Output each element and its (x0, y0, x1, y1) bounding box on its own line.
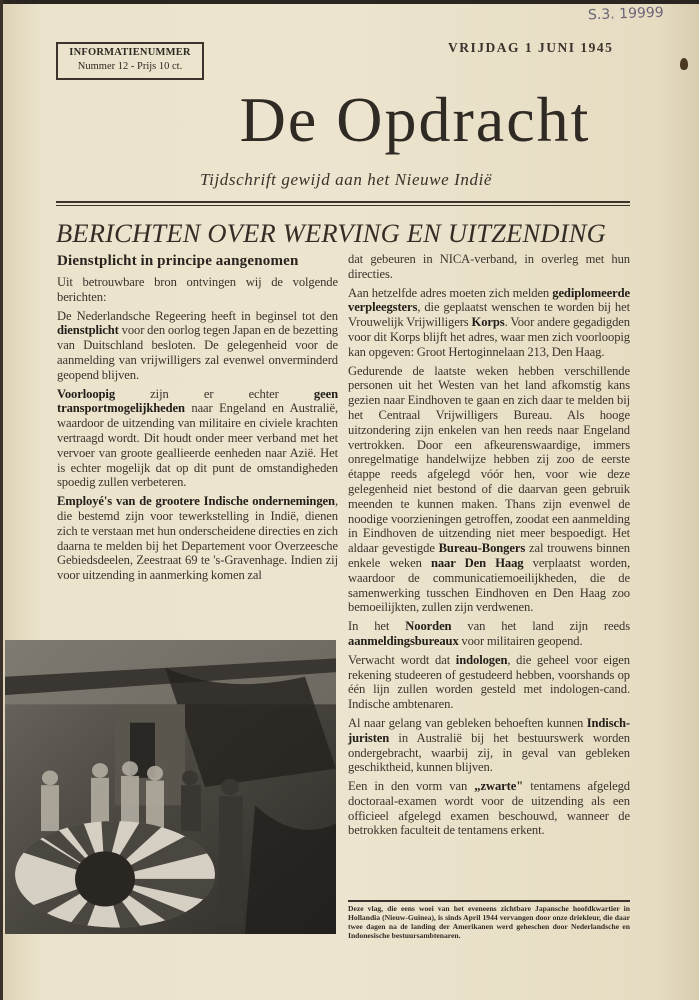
body-text: Gedurende de laatste weken hebben verschillende personen uit het Westen van het land afkomstig kans gezien naar Eindhoven te gaan en zich daar te melden bij het Centraal Vrijwilligers Bureau. Als hooge uitzondering zijn enkelen van hen reeds naar Engeland vertrokken. Door een afkeurenswaardige, immers onregelmatige handelwijze hebben zij zoo de eerste étappe reeds afgelegd vóór hen, voor wie deze gelegenheid niet bestond of die daarvan geen gebruik meenden te kunnen maken. Thans zijn evenwel de noodige voorzieningen getroffen, zoodat een aanmelding in Eindhoven de uitzending niet meer bespoedigt. Het aldaar gevestigde (348, 363, 630, 556)
body-text: in Australië bij het bestuurswerk worden ondergebracht, waarbij zij, in geval van gebleken geschiktheid, kunnen blijven. (348, 730, 630, 775)
article-paragraph (348, 364, 630, 616)
body-text: naar Engeland en Australië, waardoor de uitzending van militaire en civiele krachten vertraagd wordt. Dit houdt onder meer verband met het vervoer van groote geallieerde eenheden naar Azië. Het is echter mogelijk dat op dit punt de omstandigheden spoedig zullen verbeteren. (57, 401, 338, 490)
article-paragraph (57, 275, 338, 305)
article-headline: BERICHTEN OVER WERVING EN UITZENDING (56, 218, 606, 248)
caption-divider (348, 900, 630, 902)
article-subheading: Dienstplicht in principe aangenomen (57, 253, 299, 269)
emphasis-text: Bureau-Bongers (438, 541, 526, 556)
article-paragraph (348, 653, 630, 712)
body-text: van het land zijn reeds (451, 619, 631, 634)
divider (56, 201, 630, 203)
page-edge (0, 0, 3, 1000)
body-text: In het (348, 619, 406, 634)
body-text: verplaatst worden, waardoor de communicatiemoeilijkheden, die de samenwerking tusschen Eindhoven en Den Haag zoo bemoeilijkten, zullen zijn verdwenen. (348, 555, 631, 615)
ink-stain (680, 58, 688, 70)
divider (56, 205, 630, 206)
body-text: voor den oorlog tegen Japan en de bezetting van Duitschland besloten. De gelegenheid voor de aanmelding van vrijwilligers zal evenwel onverminderd geopend blijven. (57, 323, 338, 382)
article-paragraph (348, 252, 630, 282)
body-text: De Nederlandsche Regeering heeft in beginsel tot den (57, 308, 338, 323)
right-paragraphs (348, 252, 630, 838)
body-text: tentamens afgelegd doctoraal-examen wordt voor de uitzending als een officieel afgelegd examen beschouwd, wanneer de betrokken faculteit de tentamens erkent. (348, 779, 630, 838)
body-text: zal trouwens binnen enkele weken (348, 541, 630, 570)
emphasis-text: „zwarte" (474, 779, 524, 794)
masthead-title: De Opdracht (239, 84, 591, 155)
masthead-subtitle: Tijdschrift gewijd aan het Nieuwe Indië (200, 170, 493, 189)
page-edge (0, 0, 699, 4)
issue-info-box (56, 42, 204, 80)
emphasis-text: Employé's van de grootere Indische ondernemingen (57, 494, 335, 509)
body-text: , die geplaatst wenschen te worden bij het Vrouwelijk Vrijwilligers (348, 300, 630, 330)
emphasis-text: Voorloopig (57, 386, 116, 401)
body-text: Een in den vorm van (348, 779, 475, 794)
emphasis-text: Indisch-juristen (348, 715, 630, 745)
info-label: INFORMATIENUMMER (69, 47, 191, 58)
body-text: . Voor andere gegadigden voor dit Korps blijft het adres, waar men zich voorloopig kan opgeven: Groot Hertoginnelaan 213, Den Haag. (348, 315, 630, 359)
flag-photo (5, 640, 336, 934)
emphasis-text: geen transportmogelijkheden (57, 386, 338, 416)
body-text: zijn er echter (115, 386, 314, 401)
emphasis-text: aanmeldingsbureaux (348, 633, 459, 648)
emphasis-text: naar Den Haag (430, 555, 524, 570)
photo-caption: Deze vlag, die eens woei van het eveneens zichtbare Japansche hoofdkwartier in Hollandia (Nieuw-Guinea), is sinds April 1944 vervangen door onze driekleur, die daar twee dagen na de landing der Amerikanen werd geheschen door Nederlandsche en Indonesische bestuursambtenaren. (348, 904, 630, 940)
body-text: Uit betrouwbare bron ontvingen wij de volgende berichten: (57, 275, 338, 304)
right-column (348, 252, 630, 842)
emphasis-text: gediplomeerde verpleegsters (348, 285, 630, 315)
article-paragraph (57, 387, 338, 491)
article-paragraph (348, 286, 630, 360)
issue-date: VRIJDAG 1 JUNI 1945 (448, 40, 614, 55)
article-paragraph (348, 619, 630, 649)
body-text: , die geheel voor eigen rekening studeeren of gestudeerd hebben, voorshands op één lijn zullen worden gesteld met indologen-cand. Indische ambtenaren. (348, 652, 630, 712)
issue-number-price: Nummer 12 - Prijs 10 ct. (77, 61, 183, 72)
body-text: Verwacht wordt dat (348, 652, 456, 667)
article-paragraph (348, 779, 630, 838)
archive-stamp: S.3. 19999 (587, 4, 664, 24)
body-text: dat gebeuren in NICA-verband, in overleg met hun directies. (348, 252, 630, 281)
emphasis-text: Noorden (405, 619, 452, 634)
article-paragraph (57, 309, 338, 383)
left-paragraphs (57, 275, 338, 583)
article-paragraph (348, 716, 630, 775)
article-paragraph (57, 494, 338, 583)
body-text: Al naar gelang van gebleken behoeften kunnen (348, 715, 587, 730)
emphasis-text: dienstplicht (57, 323, 119, 338)
emphasis-text: Korps (471, 315, 505, 330)
left-column (57, 252, 338, 587)
body-text: , die bestemd zijn voor tewerkstelling in Indië, dienen zich te verstaan met hun onderscheidene directies en zich daarna te melden bij het Departement voor Overzeesche Gebiedsdeelen, Zeestraat 69 te 's-Gravenhage. Indien zij voor uitzending in aanmerking komen zal (57, 494, 338, 583)
emphasis-text: indologen (455, 652, 508, 667)
body-text: Aan hetzelfde adres moeten zich melden (348, 285, 553, 300)
body-text: voor militairen geopend. (458, 633, 583, 648)
